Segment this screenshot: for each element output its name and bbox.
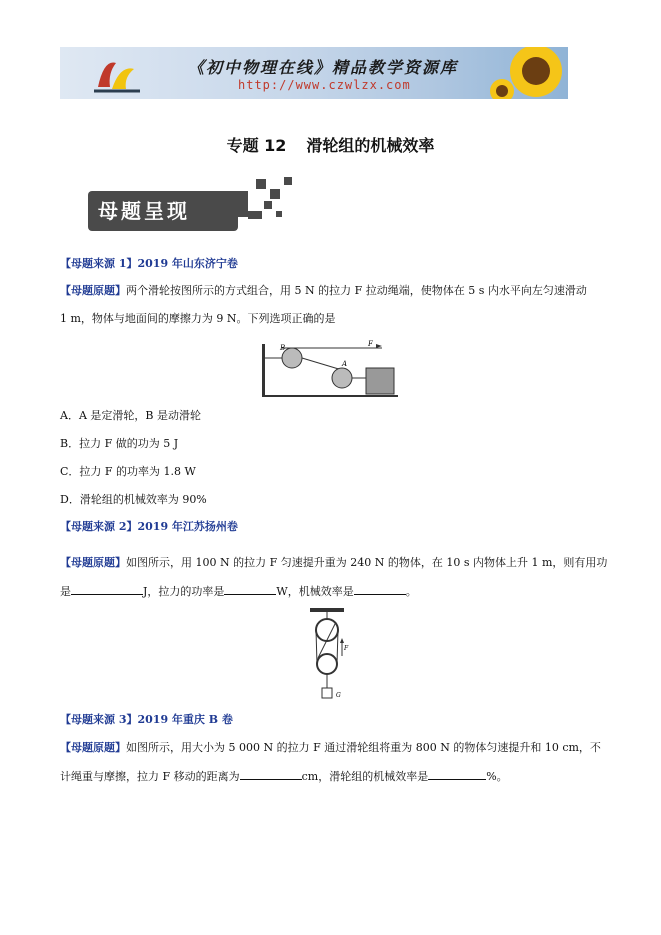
q2-stem-line2: 是 J，拉力的功率是 W，机械效率是 。 [60,582,417,600]
topic-number: 专题 12 [226,136,287,155]
q2-source: 【母题来源 2】2019 年江苏扬州卷 [60,520,238,533]
badge-decoration [284,177,292,185]
q2-blank-useful-work[interactable] [71,582,143,595]
fig1-label-f: F [368,340,373,348]
q3-stem-line2: 计绳重与摩擦，拉力 F 移动的距离为 cm，滑轮组的机械效率是 %。 [60,767,508,785]
q2-blank-power[interactable] [224,582,276,595]
section-badge-label: 母题呈现 [88,191,238,231]
badge-decoration [276,211,282,217]
q3-blank-efficiency[interactable] [428,767,486,780]
fig2-label-g: G [336,692,341,699]
page-title [0,133,661,156]
q1-option-c: C．拉力 F 的功率为 1.8 W [60,465,196,478]
q1-stem-line2: 1 m，物体与地面间的摩擦力为 9 N。下列选项正确的是 [60,312,336,325]
banner-url[interactable]: http://www.czwlzx.com [238,78,411,92]
section-badge [88,175,298,239]
fig1-label-a: A [342,360,348,368]
site-logo-icon [90,53,146,95]
badge-decoration [248,211,262,219]
q1-stem-line1: 【母题原题】两个滑轮按图所示的方式组合，用 5 N 的拉力 F 拉动绳端，使物体在 5 s 内水平向左匀速滑动 [60,284,587,297]
badge-decoration [238,191,248,217]
fig1-label-b: B [280,344,286,352]
pulley-figure-2 [306,608,350,703]
topic-title: 滑轮组的机械效率 [306,136,435,155]
q3-stem-line1: 【母题原题】如图所示，用大小为 5 000 N 的拉力 F 通过滑轮组将重为 800 N 的物体匀速提升和 10 cm，不 [60,741,601,754]
badge-decoration [270,189,280,199]
q3-source: 【母题来源 3】2019 年重庆 B 卷 [60,713,233,726]
banner-title: 《初中物理在线》精品教学资源库 [188,58,459,77]
q1-option-d: D．滑轮组的机械效率为 90% [60,493,207,506]
badge-decoration [256,179,266,189]
fig2-label-f: F [344,645,349,652]
q1-option-a: A．A 是定滑轮，B 是动滑轮 [60,409,201,422]
badge-decoration [264,201,272,209]
q2-stem-line1: 【母题原题】如图所示，用 100 N 的拉力 F 匀速提升重为 240 N 的物体，在 10 s 内物体上升 1 m，则有用功 [60,556,608,569]
q1-source: 【母题来源 1】2019 年山东济宁卷 [60,257,238,270]
sunflower-icon [488,47,568,99]
pulley-figure-1 [262,340,402,400]
q3-blank-distance[interactable] [240,767,302,780]
q1-option-b: B．拉力 F 做的功为 5 J [60,437,179,450]
header-banner [60,47,568,99]
q2-blank-efficiency[interactable] [354,582,406,595]
